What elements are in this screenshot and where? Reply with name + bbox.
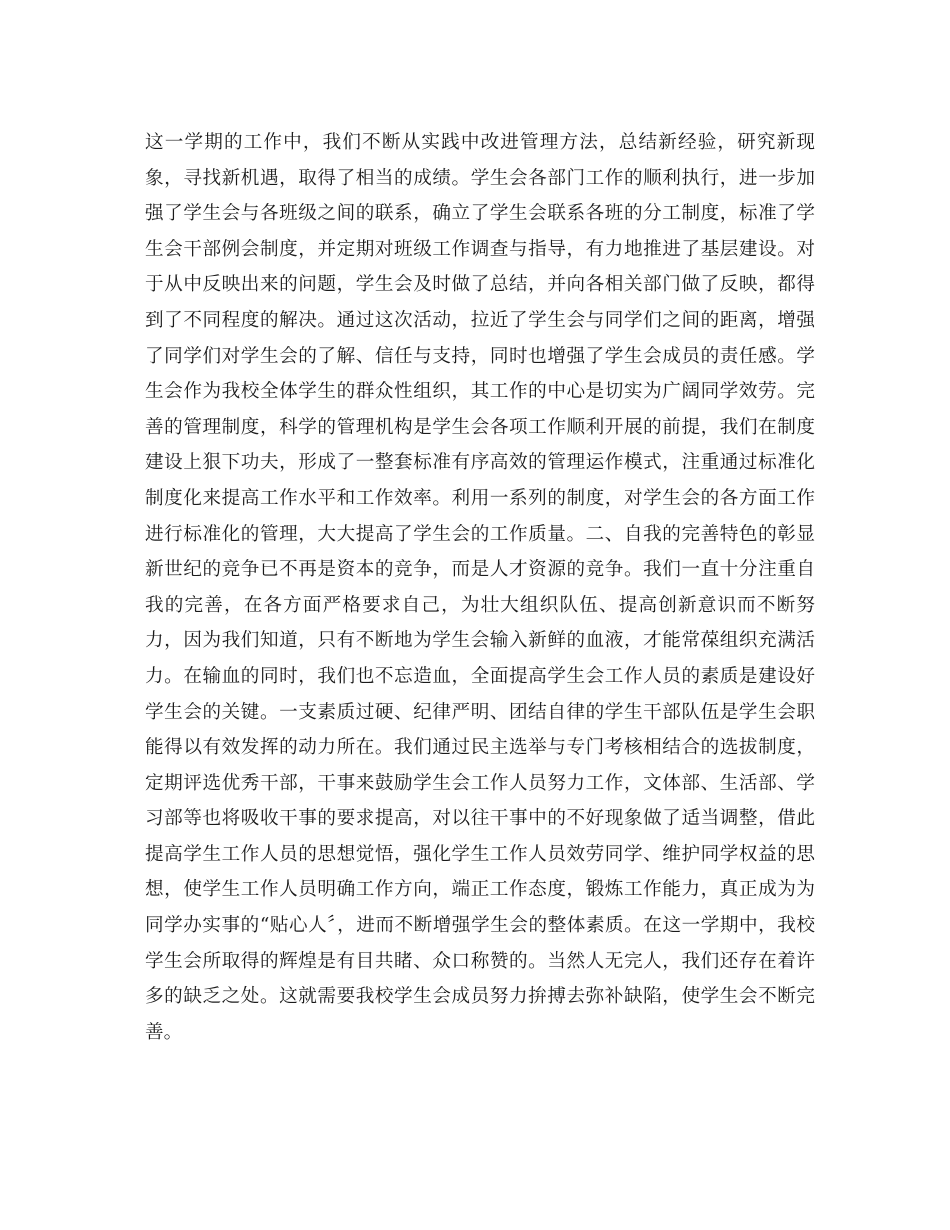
text-line: 于从中反映出来的问题，学生会及时做了总结，并向各相关部门做了反映，都得: [145, 274, 815, 296]
text-line: 善的管理制度，科学的管理机构是学生会各项工作顺利开展的前提，我们在制度: [145, 416, 815, 438]
text-line: 提高学生工作人员的思想觉悟，强化学生工作人员效劳同学、维护同学权益的思: [145, 843, 815, 865]
text-line: 力。在输血的同时，我们也不忘造血，全面提高学生会工作人员的素质是建设好: [145, 665, 815, 687]
text-line: 我的完善，在各方面严格要求自己，为壮大组织队伍、提高创新意识而不断努: [145, 594, 815, 616]
text-line: 进行标准化的管理，大大提高了学生会的工作质量。二、自我的完善特色的彰显: [145, 523, 815, 545]
text-line: 多的缺乏之处。这就需要我校学生会成员努力拚搏去弥补缺陷，使学生会不断完: [145, 986, 815, 1008]
text-line: 生会作为我校全体学生的群众性组织，其工作的中心是切实为广阔同学效劳。完: [145, 381, 815, 403]
text-line: 了同学们对学生会的了解、信任与支持，同时也增强了学生会成员的责任感。学: [145, 345, 815, 367]
text-line: 善。: [145, 1021, 183, 1043]
body-paragraph: [145, 125, 815, 1050]
text-line: 建设上狠下功夫，形成了一整套标准有序高效的管理运作模式，注重通过标准化: [145, 452, 815, 474]
text-line: 这一学期的工作中，我们不断从实践中改进管理方法，总结新经验，研究新现: [145, 132, 815, 153]
text-line: 到了不同程度的解决。通过这次活动，拉近了学生会与同学们之间的距离，增强: [145, 309, 815, 331]
text-line: 习部等也将吸收干事的要求提高，对以往干事中的不好现象做了适当调整，借此: [145, 808, 815, 830]
text-line: 生会干部例会制度，并定期对班级工作调查与指导，有力地推进了基层建设。对: [145, 238, 815, 260]
text-line: 强了学生会与各班级之间的联系，确立了学生会联系各班的分工制度，标准了学: [145, 203, 815, 225]
text-line: 制度化来提高工作水平和工作效率。利用一系列的制度，对学生会的各方面工作: [145, 487, 815, 509]
text-line: 学生会的关键。一支素质过硬、纪律严明、团结自律的学生干部队伍是学生会职: [145, 701, 815, 723]
text-line: 定期评选优秀干部，干事来鼓励学生会工作人员努力工作，文体部、生活部、学: [145, 772, 815, 794]
text-line: 能得以有效发挥的动力所在。我们通过民主选举与专门考核相结合的选拔制度，: [145, 737, 815, 759]
text-line: 学生会所取得的辉煌是有目共睹、众口称赞的。当然人无完人，我们还存在着许: [145, 950, 815, 972]
text-line: 同学办实事的“贴心人〞，进而不断增强学生会的整体素质。在这一学期中，我校: [145, 915, 815, 937]
text-line: 新世纪的竞争已不再是资本的竞争，而是人才资源的竞争。我们一直十分注重自: [145, 559, 815, 581]
text-line: 力，因为我们知道，只有不断地为学生会输入新鲜的血液，才能常葆组织充满活: [145, 630, 815, 652]
text-line: 想，使学生工作人员明确工作方向，端正工作态度，锻炼工作能力，真正成为为: [145, 879, 815, 901]
text-line: 象，寻找新机遇，取得了相当的成绩。学生会各部门工作的顺利执行，进一步加: [145, 167, 815, 189]
